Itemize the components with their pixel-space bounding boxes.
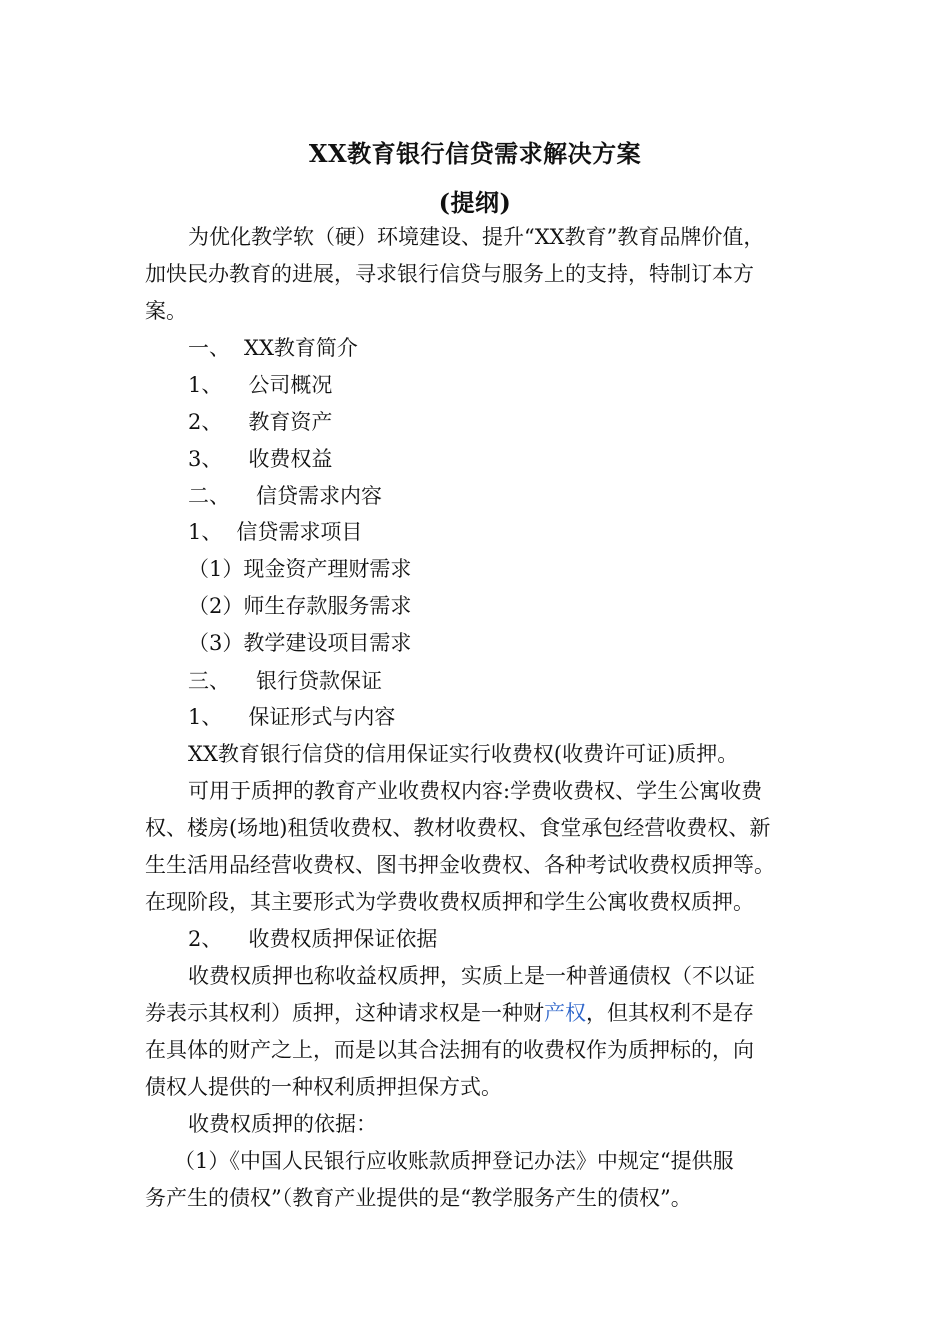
- section-number: 三、: [188, 669, 230, 693]
- list-item: [188, 441, 868, 478]
- section-label: XX教育简介: [244, 336, 358, 360]
- list-item: [188, 514, 868, 551]
- item-label: 收费权质押保证依据: [248, 927, 438, 951]
- sub-item: （1）现金资产理财需求: [188, 557, 412, 581]
- item-number: 1、: [188, 520, 223, 544]
- paragraph-basis-line-4: 债权人提供的一种权利质押担保方式。: [145, 1075, 502, 1099]
- document-subtitle: (提纲): [438, 188, 512, 217]
- sub-item: （2）师生存款服务需求: [188, 594, 412, 618]
- paragraph-basis-line-2: [145, 995, 825, 1032]
- list-item: [188, 699, 868, 736]
- item-label: 保证形式与内容: [248, 705, 396, 729]
- item-number: 1、: [188, 373, 223, 397]
- text-segment: ，但其权利不是存: [586, 1001, 754, 1025]
- section-label: 银行贷款保证: [256, 669, 382, 693]
- paragraph-scope-line-1: 可用于质押的教育产业收费权内容:学费收费权、学生公寓收费: [188, 779, 763, 803]
- section-3-heading: [188, 663, 868, 700]
- item-label: 教育资产: [248, 410, 333, 434]
- paragraph-basis-line-3: 在具体的财产之上，而是以其合法拥有的收费权作为质押标的，向: [145, 1038, 754, 1062]
- item-label: 公司概况: [248, 373, 333, 397]
- section-2-heading: [188, 478, 868, 515]
- list-item: [188, 404, 868, 441]
- item-number: 2、: [188, 927, 223, 951]
- paragraph-scope-line-2: 权、楼房(场地)租赁收费权、教材收费权、食堂承包经营收费权、新: [145, 816, 771, 840]
- intro-line-2: 加快民办教育的进展，寻求银行信贷与服务上的支持，特制订本方: [145, 262, 754, 286]
- intro-line-1: 为优化教学软（硬）环境建设、提升“XX教育”教育品牌价值，: [188, 225, 765, 249]
- item-label: 收费权益: [248, 447, 333, 471]
- paragraph-scope-line-3: 生生活用品经营收费权、图书押金收费权、各种考试收费权质押等。: [145, 853, 775, 877]
- paragraph-basis-line-1: 收费权质押也称收益权质押，实质上是一种普通债权（不以证: [188, 964, 755, 988]
- section-1-heading: [188, 330, 868, 367]
- item-number: 1、: [188, 705, 223, 729]
- intro-line-3: 案。: [145, 299, 187, 323]
- property-rights-link[interactable]: 产权: [544, 1001, 586, 1025]
- paragraph-scope-line-4: 在现阶段，其主要形式为学费收费权质押和学生公寓收费权质押。: [145, 890, 754, 914]
- section-label: 信贷需求内容: [256, 484, 382, 508]
- text-segment: 券表示其权利）质押，这种请求权是一种财: [145, 1001, 544, 1025]
- document-title: XX教育银行信贷需求解决方案: [308, 139, 642, 168]
- sub-item: （3）教学建设项目需求: [188, 631, 412, 655]
- section-number: 一、: [188, 336, 230, 360]
- section-number: 二、: [188, 484, 230, 508]
- list-item: [188, 367, 868, 404]
- item-number: 2、: [188, 410, 223, 434]
- paragraph-pledge: XX教育银行信贷的信用保证实行收费权(收费许可证)质押。: [188, 742, 739, 766]
- paragraph-basis-heading: 收费权质押的依据：: [188, 1112, 377, 1136]
- list-item: [188, 921, 868, 958]
- paragraph-regulation-line-1: （1）《中国人民银行应收账款质押登记办法》中规定“提供服: [174, 1149, 734, 1173]
- item-number: 3、: [188, 447, 223, 471]
- item-label: 信贷需求项目: [236, 520, 363, 544]
- paragraph-regulation-line-2: 务产生的债权”（教育产业提供的是“教学服务产生的债权”。: [145, 1186, 692, 1210]
